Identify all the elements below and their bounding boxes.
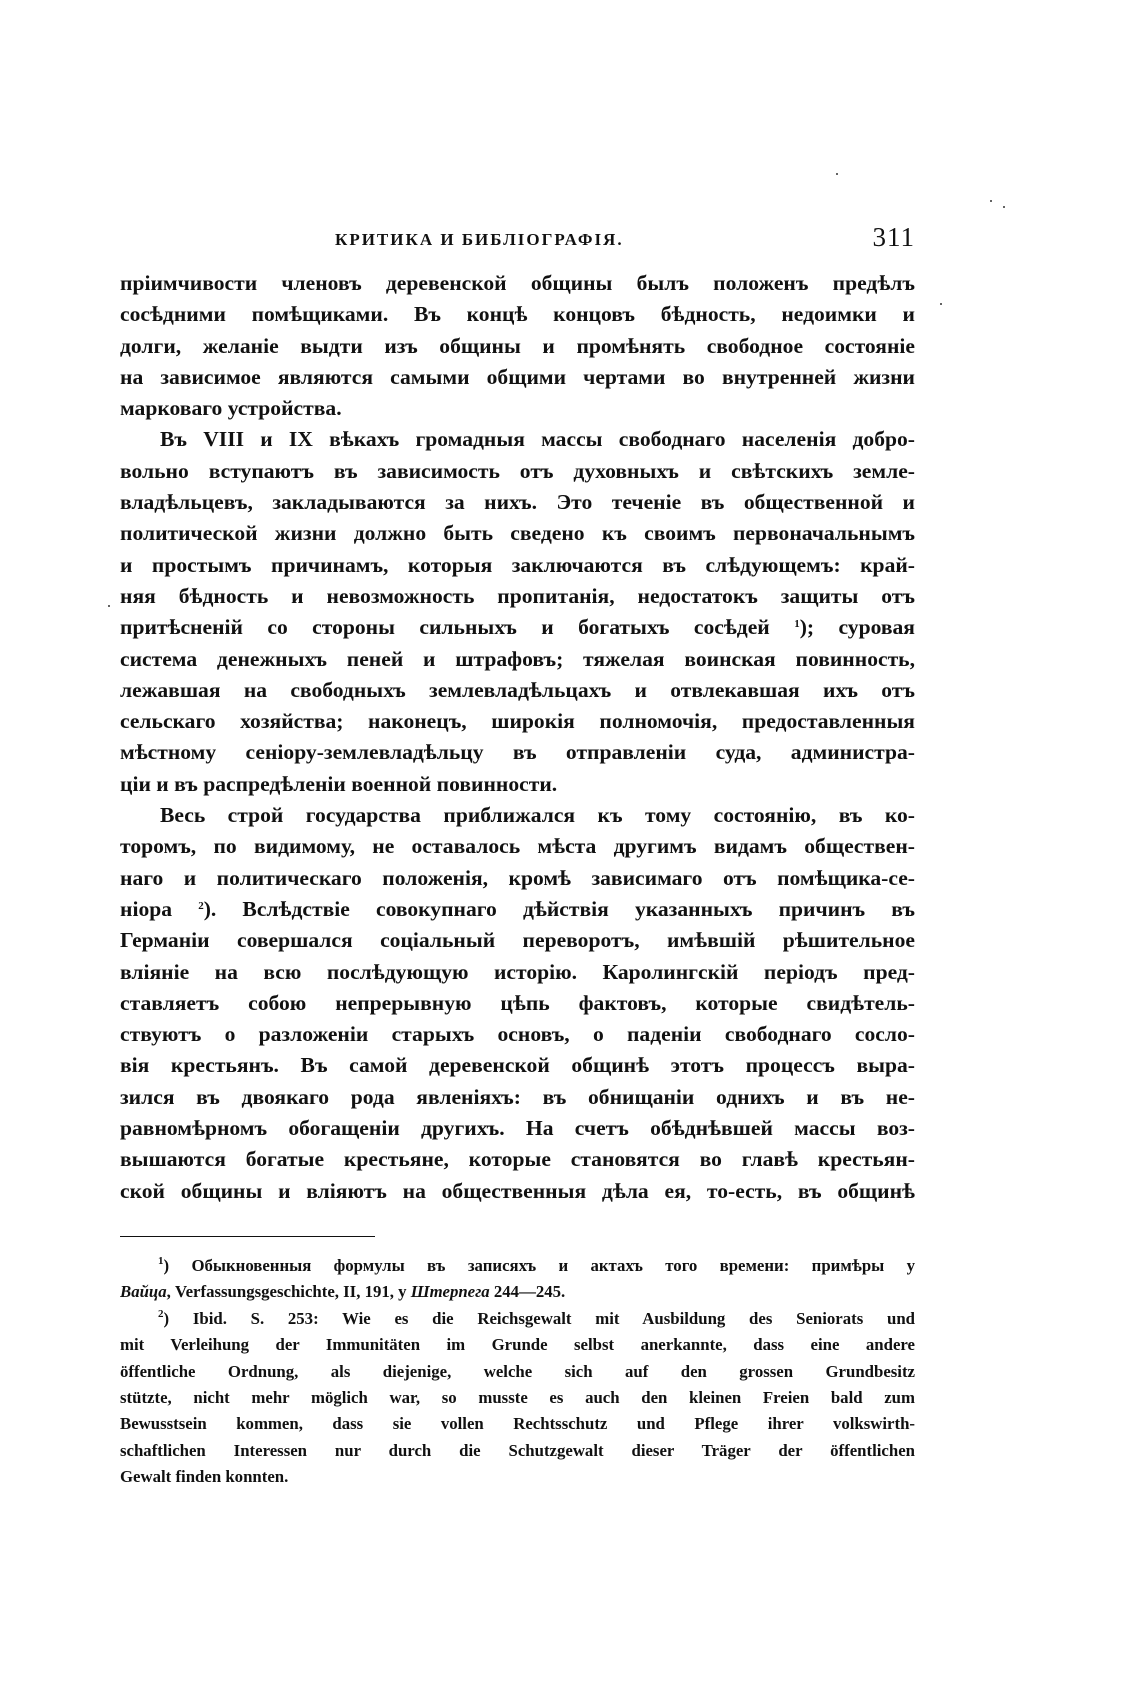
text-line: сельскаго хозяйства; наконецъ, широкія полномочія, предоставленныя — [120, 709, 915, 734]
text-line: няя бѣдность и невозможность пропитанія, недостатокъ защиты отъ — [120, 583, 915, 608]
footnote-1-mark: 1 — [158, 1255, 164, 1267]
text-line: вольно вступаютъ въ зависимость отъ духовныхъ и свѣтскихъ земле- — [120, 458, 915, 483]
footnote-ref-1[interactable]: 1 — [794, 618, 800, 631]
text-segment: 244—245. — [489, 1282, 566, 1302]
page-number: 311 — [872, 222, 915, 252]
text-line: вія крестьянъ. Въ самой деревенской общинѣ этотъ процессъ выра- — [120, 1053, 915, 1078]
text-line: на зависимое являются самыми общими чертами во внутренней жизни — [120, 364, 915, 389]
scan-speck — [1003, 206, 1005, 208]
text-segment: ); суровая — [799, 615, 915, 640]
footnote-2-line: öffentliche Ordnung, als diejenige, welche sich auf den grossen Grundbesitz — [120, 1361, 915, 1381]
text-line: ставляетъ собою непрерывную цѣпь фактовъ, которые свидѣтель- — [120, 990, 915, 1015]
footnote-1-line — [120, 1279, 915, 1305]
footnotes — [120, 1253, 915, 1491]
text-segment: притѣсненій со стороны сильныхъ и богатыхъ сосѣдей — [120, 615, 770, 640]
text-line: ской общины и вліяютъ на общественныя дѣла ея, то-есть, въ общинѣ — [120, 1178, 915, 1203]
scan-speck — [940, 303, 942, 305]
text-line: марковаго устройства. — [120, 396, 342, 421]
paragraph-start-line: Въ VIII и IX вѣкахъ громадныя массы свободнаго населенія добро- — [160, 427, 915, 452]
text-segment: ). Вслѣдствіе совокупнаго дѣйствія указанныхъ причинъ въ — [203, 896, 915, 921]
footnote-ref-2[interactable]: 2 — [198, 899, 204, 912]
text-line: лежавшая на свободныхъ землевладѣльцахъ и отвлекавшая ихъ отъ — [120, 677, 915, 702]
footnote-2-line — [120, 1306, 915, 1332]
page-header — [120, 222, 915, 262]
footnote-2-line: Gewalt finden konnten. — [120, 1467, 289, 1487]
footnote-1-line — [120, 1253, 915, 1279]
footnote-separator — [120, 1236, 375, 1237]
text-line: Германіи совершался соціальный переворотъ, имѣвшій рѣшительное — [120, 928, 915, 953]
text-line: ціи и въ распредѣленіи военной повинности. — [120, 771, 558, 796]
text-segment: ніора — [120, 896, 173, 921]
scan-speck — [990, 200, 992, 202]
footnote-2-mark: 2 — [158, 1307, 164, 1320]
footnote-2-line: schaftlichen Interessen nur durch die Schutzgewalt dieser Träger der öffentlichen — [120, 1440, 915, 1460]
footnote-2-line: Bewusstsein kommen, dass sie vollen Rechtsschutz und Pflege ihrer volkswirth- — [120, 1414, 915, 1434]
text-line: мѣстному сеніору-землевладѣльцу въ отправленіи суда, администра- — [120, 740, 915, 765]
text-line: вліяніе на всю послѣдующую исторію. Каролингскій періодъ пред- — [120, 959, 915, 984]
text-line: пріимчивости членовъ деревенской общины былъ положенъ предѣлъ — [120, 271, 915, 295]
footnote-2-line: stützte, nicht mehr möglich war, so musste es auch den kleinen Freien bald zum — [120, 1387, 915, 1407]
text-line: равномѣрномъ обогащеніи другихъ. На счетъ обѣднѣвшей массы воз- — [120, 1116, 915, 1141]
text-line: ствуютъ о разложеніи старыхъ основъ, о паденіи свободнаго сосло- — [120, 1022, 915, 1047]
text-line: владѣльцевъ, закладываются за нихъ. Это теченіе въ общественной и — [120, 490, 915, 515]
author-name: Штерneга — [410, 1282, 490, 1302]
text-line-with-note — [120, 894, 915, 925]
scan-speck — [108, 605, 110, 607]
text-line: долги, желаніе выдти изъ общины и промѣнять свободное состояніе — [120, 333, 915, 358]
text-line: вышаются богатые крестьяне, которые становятся во главѣ крестьян- — [120, 1147, 915, 1172]
text-segment: , Verfassungsgeschichte, II, 191, у — [166, 1282, 411, 1302]
text-line: торомъ, по видимому, не оставалось мѣста другимъ видамъ обществен- — [120, 834, 915, 859]
text-segment: ) Ibid. S. 253: Wie es die Reichsgewalt mit Ausbildung des Seniorats und — [163, 1308, 915, 1328]
text-line: зился въ двоякаго рода явленіяхъ: въ обнищаніи однихъ и въ не- — [120, 1084, 915, 1109]
text-segment: ) Обыкновенныя формулы въ записяхъ и актахъ того времени: примѣры у — [163, 1256, 915, 1275]
running-title: КРИТИКА И БИБЛІОГРАФІЯ. — [335, 230, 624, 249]
text-line: политической жизни должно быть сведено къ своимъ первоначальнымъ — [120, 521, 915, 546]
main-text — [120, 268, 915, 1207]
scan-speck — [836, 173, 838, 175]
author-name: Вайца — [120, 1282, 167, 1302]
text-line: и простымъ причинамъ, которыя заключаются въ слѣдующемъ: край- — [120, 552, 915, 577]
paragraph-start-line: Весь строй государства приближался къ тому состоянію, въ ко- — [160, 803, 915, 828]
text-line-with-note — [120, 612, 915, 643]
footnote-2-line: mit Verleihung der Immunitäten im Grunde selbst anerkannte, dass eine andere — [120, 1335, 915, 1355]
text-line: система денежныхъ пеней и штрафовъ; тяжелая воинская повинность, — [120, 646, 915, 671]
text-line: сосѣдними помѣщиками. Въ концѣ концовъ бѣдность, недоимки и — [120, 302, 915, 327]
text-line: наго и политическаго положенія, кромѣ зависимаго отъ помѣщика-се- — [120, 865, 915, 890]
